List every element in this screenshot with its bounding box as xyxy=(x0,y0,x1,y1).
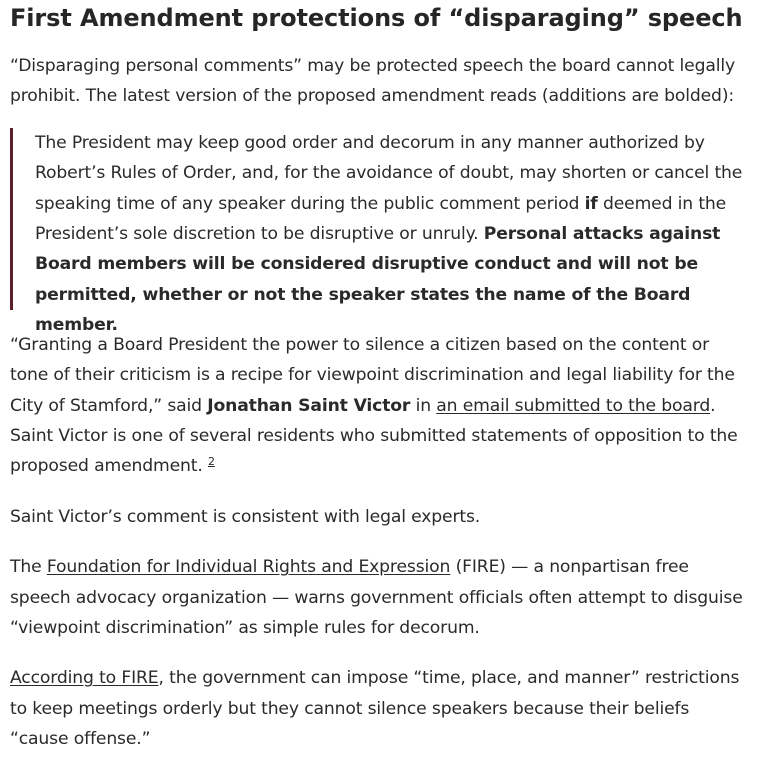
saint-victor-text-3: . Saint Victor is one of several residents who submitted statements of opposition to the proposed amendment. xyxy=(10,395,738,477)
consistent-paragraph: Saint Victor’s comment is consistent with legal experts. xyxy=(10,506,481,527)
email-submission-link[interactable]: an email submitted to the board xyxy=(436,395,711,416)
fire-text-1: The xyxy=(10,557,47,578)
saint-victor-text-1: “Granting a Board President the power to silence a citizen based on the content or tone of their criticism is a recipe for viewpoint discrimination and legal liability for the City of Stamford,” said xyxy=(10,334,735,416)
fire-paragraph xyxy=(10,552,750,643)
saint-victor-name: Jonathan Saint Victor xyxy=(207,395,411,416)
intro-paragraph: “Disparaging personal comments” may be protected speech the board cannot legally prohibit. The latest version of the proposed amendment reads (additions are bolded): xyxy=(10,56,736,107)
fire-foundation-link[interactable]: Foundation for Individual Rights and Expression xyxy=(46,557,451,578)
according-to-fire-link[interactable]: According to FIRE xyxy=(10,668,159,689)
saint-victor-text-2: in xyxy=(410,395,437,416)
amendment-quote xyxy=(10,128,750,336)
according-paragraph xyxy=(10,663,750,754)
fire-text-2: (FIRE) — a nonpartisan free speech advocacy organization — warns government officials often attempt to disguise “viewpoint discrimination” as simple rules for decorum. xyxy=(10,557,743,639)
quote-bold-addition: Personal attacks against Board members will be considered disruptive conduct and will not be permitted, whether or not the speaker states the name of the Board member. xyxy=(35,224,721,336)
section-heading: First Amendment protections of “disparaging” speech xyxy=(10,4,743,32)
quote-text-1: The President may keep good order and decorum in any manner authorized by Robert’s Rules of Order, and, for the avoidance of doubt, may shorten or cancel the speaking time of any speaker during the public comment period xyxy=(35,132,743,214)
quote-text-2: deemed in the President’s sole discretion to be disruptive or unruly. xyxy=(35,193,727,245)
saint-victor-paragraph xyxy=(10,330,750,482)
according-text-1: , the government can impose “time, place, and manner” restrictions to keep meetings orderly but they cannot silence speakers because their beliefs “cause offense.” xyxy=(10,668,740,750)
footnote-link[interactable]: 2 xyxy=(208,455,215,469)
quote-bold-if: if xyxy=(584,193,598,214)
